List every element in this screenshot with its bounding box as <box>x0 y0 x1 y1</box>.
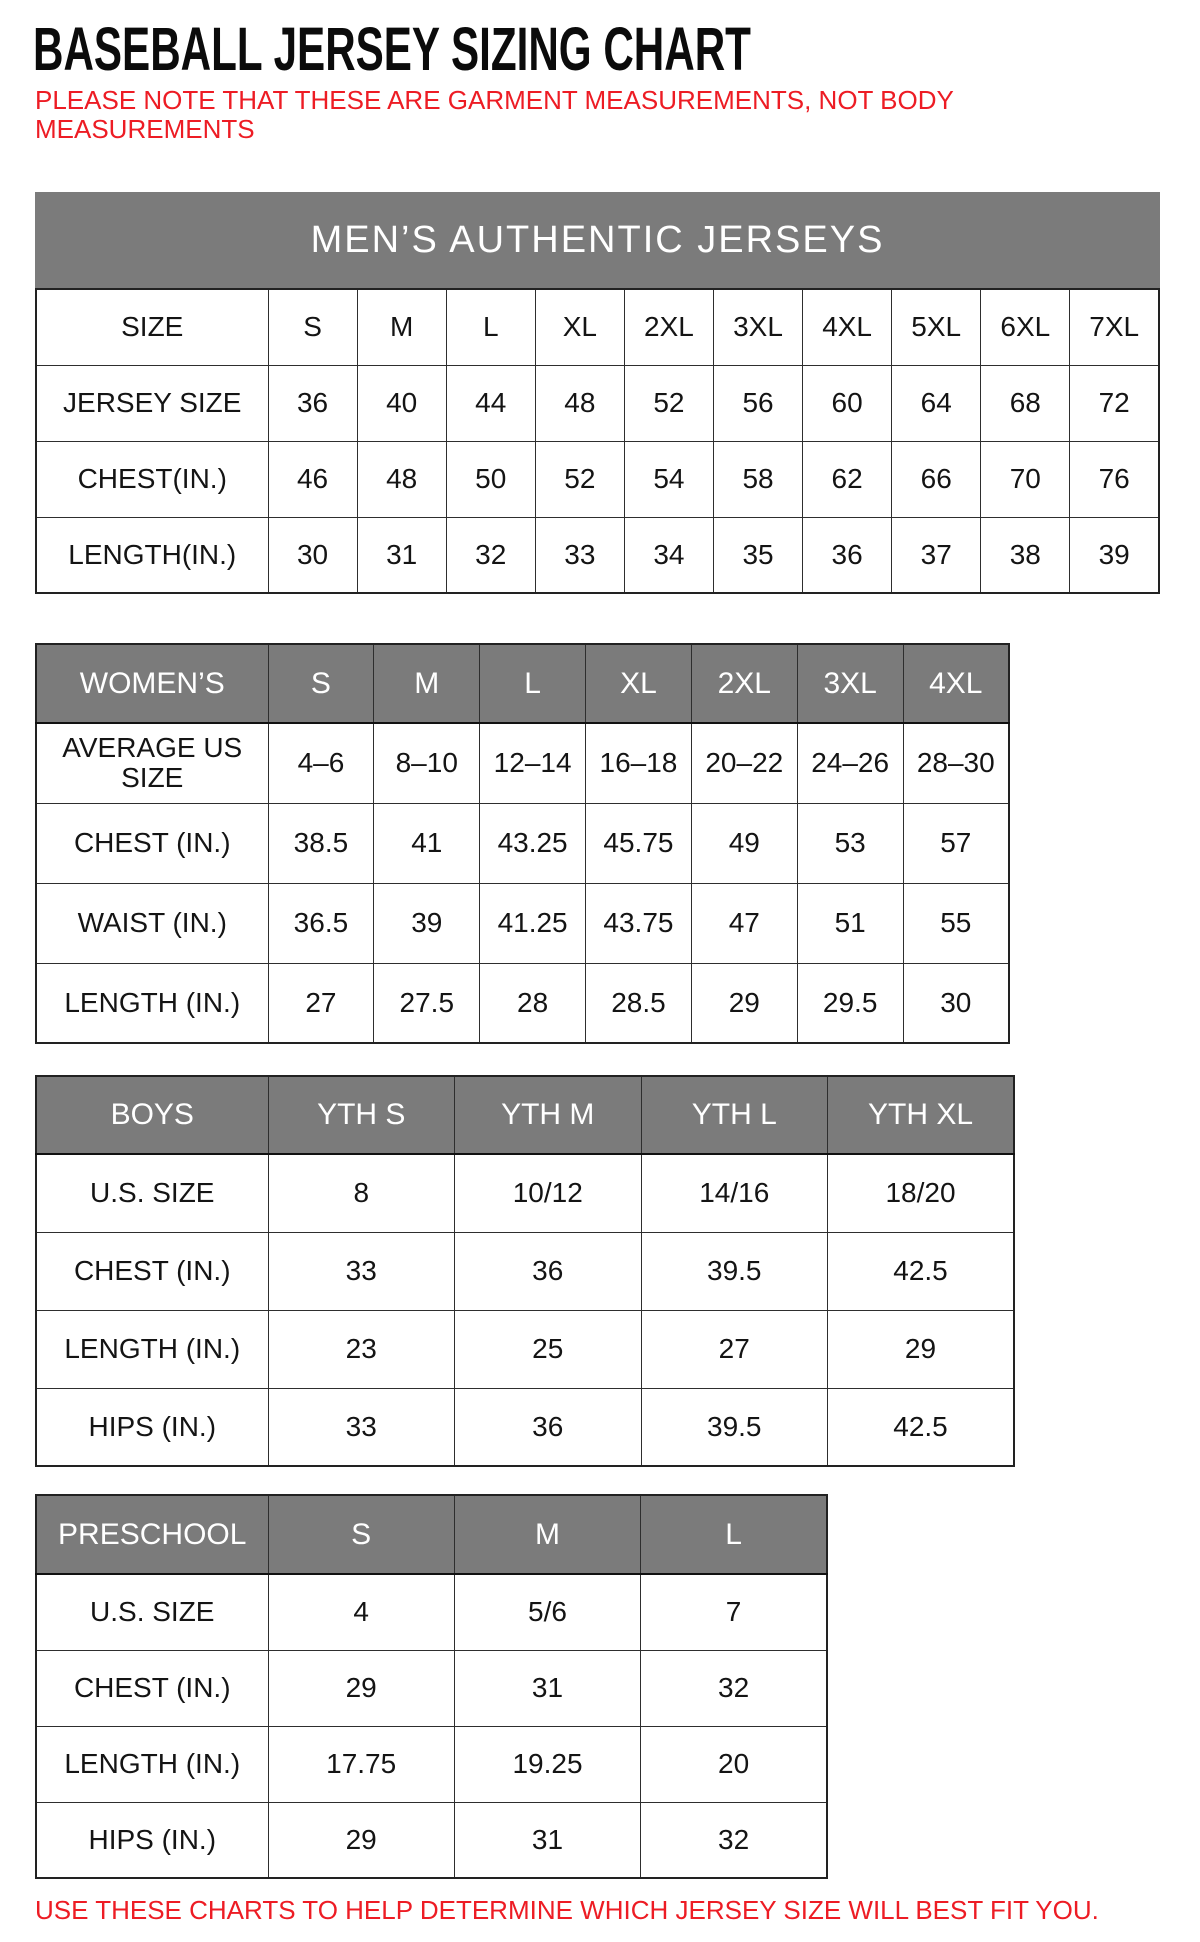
value-cell: 44 <box>446 365 535 441</box>
fit-advice-footer: USE THESE CHARTS TO HELP DETERMINE WHICH JERSEY SIZE WILL BEST FIT YOU. <box>35 1895 1099 1925</box>
value-cell: 39.5 <box>641 1388 828 1466</box>
value-cell: 53 <box>797 803 903 883</box>
table-header-cell: YTH XL <box>828 1076 1015 1154</box>
row-label-cell: HIPS (IN.) <box>36 1388 268 1466</box>
table-row <box>36 963 1009 1043</box>
row-label-cell: LENGTH(IN.) <box>36 517 268 593</box>
row-label-cell: LENGTH (IN.) <box>36 1726 268 1802</box>
value-cell: 32 <box>641 1802 827 1878</box>
table-row <box>36 1232 1014 1310</box>
value-cell: 32 <box>641 1650 827 1726</box>
value-cell: XL <box>535 289 624 365</box>
value-cell: 29 <box>691 963 797 1043</box>
table-row <box>36 441 1159 517</box>
value-cell: 49 <box>691 803 797 883</box>
row-label-cell: U.S. SIZE <box>36 1154 268 1232</box>
value-cell: 57 <box>903 803 1009 883</box>
table-header-cell: L <box>480 644 586 723</box>
value-cell: 42.5 <box>828 1388 1015 1466</box>
value-cell: 30 <box>903 963 1009 1043</box>
value-cell: 40 <box>357 365 446 441</box>
row-label-cell: LENGTH (IN.) <box>36 963 268 1043</box>
value-cell: 38 <box>981 517 1070 593</box>
value-cell: 72 <box>1070 365 1159 441</box>
table-header-cell: L <box>641 1495 827 1574</box>
value-cell: 54 <box>624 441 713 517</box>
value-cell: 52 <box>535 441 624 517</box>
value-cell: M <box>357 289 446 365</box>
value-cell: 2XL <box>624 289 713 365</box>
value-cell: 39.5 <box>641 1232 828 1310</box>
table-row <box>36 1388 1014 1466</box>
value-cell: 31 <box>454 1650 640 1726</box>
value-cell: 42.5 <box>828 1232 1015 1310</box>
value-cell: S <box>268 289 357 365</box>
value-cell: 52 <box>624 365 713 441</box>
value-cell: 36.5 <box>268 883 374 963</box>
value-cell: 50 <box>446 441 535 517</box>
value-cell: 7XL <box>1070 289 1159 365</box>
table-header-cell: YTH L <box>641 1076 828 1154</box>
row-label-cell: HIPS (IN.) <box>36 1802 268 1878</box>
table-row <box>36 289 1159 365</box>
row-label-cell: CHEST(IN.) <box>36 441 268 517</box>
value-cell: 10/12 <box>455 1154 642 1232</box>
value-cell: 56 <box>713 365 802 441</box>
table-row <box>36 365 1159 441</box>
value-cell: 8–10 <box>374 723 480 803</box>
value-cell: 29.5 <box>797 963 903 1043</box>
value-cell: 28.5 <box>586 963 692 1043</box>
table-row <box>36 1802 827 1878</box>
value-cell: 76 <box>1070 441 1159 517</box>
value-cell: 41 <box>374 803 480 883</box>
table-row <box>36 883 1009 963</box>
table-header-cell: S <box>268 1495 454 1574</box>
table-header-cell: 4XL <box>903 644 1009 723</box>
value-cell: 58 <box>713 441 802 517</box>
table-row <box>36 723 1009 803</box>
table-row <box>36 1650 827 1726</box>
value-cell: 48 <box>535 365 624 441</box>
value-cell: 31 <box>357 517 446 593</box>
table-header-cell: YTH S <box>268 1076 455 1154</box>
value-cell: 4XL <box>803 289 892 365</box>
womens-sizing-table <box>35 643 1010 1044</box>
value-cell: 36 <box>803 517 892 593</box>
table-row <box>36 803 1009 883</box>
value-cell: 60 <box>803 365 892 441</box>
value-cell: 3XL <box>713 289 802 365</box>
table-header-row <box>36 1076 1014 1154</box>
value-cell: 41.25 <box>480 883 586 963</box>
row-label-cell: WAIST (IN.) <box>36 883 268 963</box>
value-cell: 23 <box>268 1310 455 1388</box>
value-cell: 48 <box>357 441 446 517</box>
row-label-cell: LENGTH (IN.) <box>36 1310 268 1388</box>
value-cell: L <box>446 289 535 365</box>
value-cell: 34 <box>624 517 713 593</box>
value-cell: 33 <box>268 1232 455 1310</box>
table-header-cell: 3XL <box>797 644 903 723</box>
value-cell: 28 <box>480 963 586 1043</box>
value-cell: 25 <box>455 1310 642 1388</box>
value-cell: 24–26 <box>797 723 903 803</box>
value-cell: 19.25 <box>454 1726 640 1802</box>
value-cell: 4–6 <box>268 723 374 803</box>
garment-measurement-note: PLEASE NOTE THAT THESE ARE GARMENT MEASUREMENTS, NOT BODY MEASUREMENTS <box>35 85 954 144</box>
value-cell: 29 <box>268 1650 454 1726</box>
mens-authentic-jerseys-section <box>35 192 1160 594</box>
value-cell: 27.5 <box>374 963 480 1043</box>
value-cell: 12–14 <box>480 723 586 803</box>
boys-section <box>35 1075 1015 1467</box>
value-cell: 36 <box>455 1388 642 1466</box>
value-cell: 17.75 <box>268 1726 454 1802</box>
value-cell: 66 <box>892 441 981 517</box>
value-cell: 45.75 <box>586 803 692 883</box>
value-cell: 20–22 <box>691 723 797 803</box>
value-cell: 6XL <box>981 289 1070 365</box>
value-cell: 55 <box>903 883 1009 963</box>
value-cell: 33 <box>268 1388 455 1466</box>
value-cell: 38.5 <box>268 803 374 883</box>
table-header-label-cell: PRESCHOOL <box>36 1495 268 1574</box>
value-cell: 29 <box>268 1802 454 1878</box>
value-cell: 5/6 <box>454 1574 640 1650</box>
value-cell: 33 <box>535 517 624 593</box>
row-label-cell: U.S. SIZE <box>36 1574 268 1650</box>
row-label-cell: CHEST (IN.) <box>36 803 268 883</box>
value-cell: 14/16 <box>641 1154 828 1232</box>
value-cell: 28–30 <box>903 723 1009 803</box>
table-header-label-cell: WOMEN’S <box>36 644 268 723</box>
value-cell: 36 <box>268 365 357 441</box>
row-label-cell: AVERAGE US SIZE <box>36 723 268 803</box>
table-header-label-cell: BOYS <box>36 1076 268 1154</box>
table-header-cell: S <box>268 644 374 723</box>
value-cell: 39 <box>374 883 480 963</box>
boys-sizing-table <box>35 1075 1015 1467</box>
value-cell: 27 <box>268 963 374 1043</box>
table-row <box>36 517 1159 593</box>
row-label-cell: CHEST (IN.) <box>36 1650 268 1726</box>
table-header-cell: 2XL <box>691 644 797 723</box>
value-cell: 68 <box>981 365 1070 441</box>
value-cell: 43.75 <box>586 883 692 963</box>
mens-sizing-table <box>35 288 1160 594</box>
value-cell: 20 <box>641 1726 827 1802</box>
row-label-cell: SIZE <box>36 289 268 365</box>
value-cell: 5XL <box>892 289 981 365</box>
value-cell: 16–18 <box>586 723 692 803</box>
row-label-cell: JERSEY SIZE <box>36 365 268 441</box>
value-cell: 36 <box>455 1232 642 1310</box>
table-header-cell: M <box>454 1495 640 1574</box>
value-cell: 62 <box>803 441 892 517</box>
preschool-section <box>35 1494 828 1879</box>
value-cell: 46 <box>268 441 357 517</box>
value-cell: 4 <box>268 1574 454 1650</box>
mens-section-banner: MEN’S AUTHENTIC JERSEYS <box>35 192 1160 288</box>
value-cell: 7 <box>641 1574 827 1650</box>
value-cell: 64 <box>892 365 981 441</box>
value-cell: 30 <box>268 517 357 593</box>
value-cell: 35 <box>713 517 802 593</box>
table-header-cell: M <box>374 644 480 723</box>
table-row <box>36 1310 1014 1388</box>
preschool-sizing-table <box>35 1494 828 1879</box>
value-cell: 27 <box>641 1310 828 1388</box>
value-cell: 47 <box>691 883 797 963</box>
table-header-cell: YTH M <box>455 1076 642 1154</box>
value-cell: 43.25 <box>480 803 586 883</box>
value-cell: 18/20 <box>828 1154 1015 1232</box>
value-cell: 29 <box>828 1310 1015 1388</box>
table-row <box>36 1154 1014 1232</box>
table-header-row <box>36 644 1009 723</box>
table-row <box>36 1574 827 1650</box>
table-header-row <box>36 1495 827 1574</box>
table-row <box>36 1726 827 1802</box>
page-title: BASEBALL JERSEY SIZING CHART <box>33 14 751 84</box>
value-cell: 31 <box>454 1802 640 1878</box>
value-cell: 39 <box>1070 517 1159 593</box>
value-cell: 32 <box>446 517 535 593</box>
womens-section <box>35 643 1010 1044</box>
value-cell: 51 <box>797 883 903 963</box>
value-cell: 8 <box>268 1154 455 1232</box>
value-cell: 37 <box>892 517 981 593</box>
value-cell: 70 <box>981 441 1070 517</box>
table-header-cell: XL <box>586 644 692 723</box>
row-label-cell: CHEST (IN.) <box>36 1232 268 1310</box>
